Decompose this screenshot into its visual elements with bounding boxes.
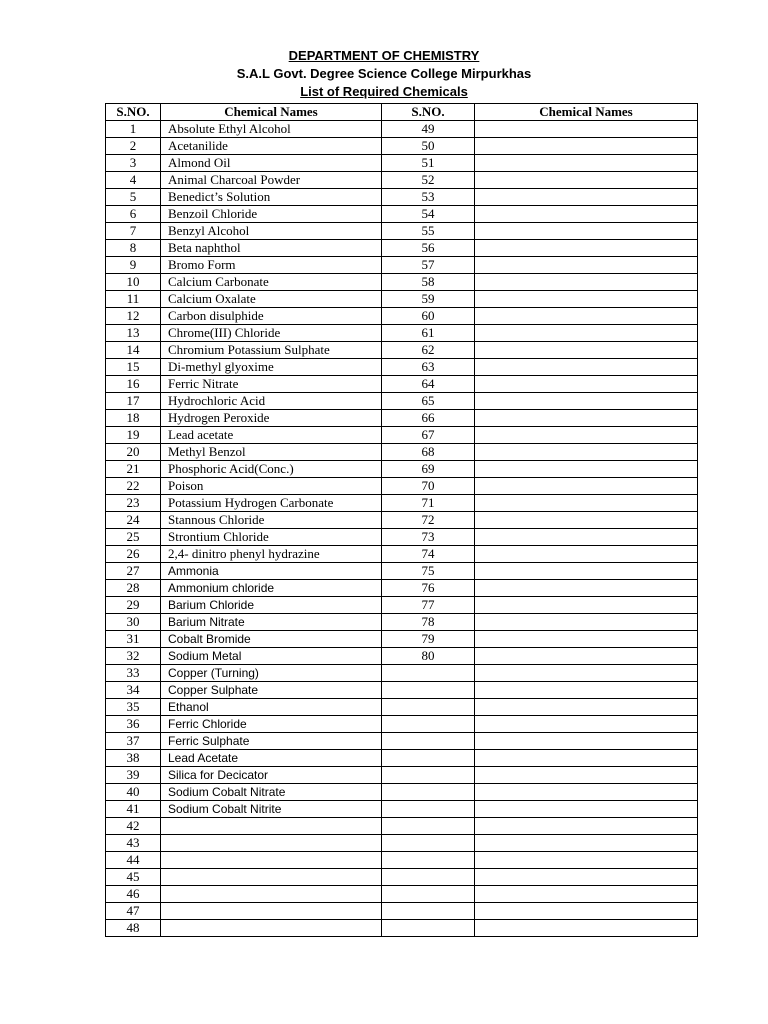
chemical-name-cell [475,886,698,903]
table-row [106,835,698,852]
chemical-name-cell: Calcium Carbonate [161,274,382,291]
table-row [106,648,698,665]
sno-header-right: S.NO. [382,104,475,121]
table-row [106,716,698,733]
chemical-name-cell: Ferric Chloride [161,716,382,733]
sno-cell [382,716,475,733]
table-row [106,155,698,172]
sno-cell: 19 [106,427,161,444]
chemical-names-header-right: Chemical Names [475,104,698,121]
table-row [106,512,698,529]
sno-cell: 60 [382,308,475,325]
sno-cell: 1 [106,121,161,138]
sno-cell: 13 [106,325,161,342]
chemical-name-cell [475,240,698,257]
sno-cell: 20 [106,444,161,461]
sno-cell: 67 [382,427,475,444]
table-row [106,291,698,308]
sno-cell: 61 [382,325,475,342]
sno-cell: 8 [106,240,161,257]
chemical-name-cell [475,478,698,495]
sno-cell: 69 [382,461,475,478]
sno-cell [382,665,475,682]
table-row [106,495,698,512]
chemical-name-cell [475,257,698,274]
chemical-name-cell [475,546,698,563]
chemical-name-cell [475,818,698,835]
table-row [106,631,698,648]
table-row [106,444,698,461]
chemical-name-cell [475,172,698,189]
chemical-name-cell: Strontium Chloride [161,529,382,546]
table-row [106,852,698,869]
chemical-name-cell: Acetanilide [161,138,382,155]
chemical-name-cell [161,835,382,852]
table-row [106,818,698,835]
chemical-name-cell: Animal Charcoal Powder [161,172,382,189]
chemical-name-cell [475,665,698,682]
chemical-name-cell: Potassium Hydrogen Carbonate [161,495,382,512]
chemical-name-cell [161,852,382,869]
sno-cell: 9 [106,257,161,274]
sno-cell: 49 [382,121,475,138]
table-row [106,733,698,750]
chemical-name-cell: Barium Chloride [161,597,382,614]
chemical-name-cell [475,750,698,767]
sno-cell: 28 [106,580,161,597]
table-row [106,801,698,818]
chemical-name-cell: Benzoil Chloride [161,206,382,223]
chemical-name-cell [475,155,698,172]
table-row [106,784,698,801]
sno-cell: 29 [106,597,161,614]
sno-cell: 32 [106,648,161,665]
chemical-name-cell [475,733,698,750]
table-row [106,750,698,767]
sno-cell [382,750,475,767]
table-row [106,546,698,563]
chemical-name-cell [475,631,698,648]
sno-cell: 75 [382,563,475,580]
sno-cell [382,852,475,869]
sno-cell: 65 [382,393,475,410]
chemical-name-cell [475,376,698,393]
sno-cell: 53 [382,189,475,206]
chemical-name-cell [475,206,698,223]
chemical-name-cell: Lead acetate [161,427,382,444]
sno-cell: 17 [106,393,161,410]
sno-cell: 63 [382,359,475,376]
table-row [106,240,698,257]
sno-cell [382,784,475,801]
sno-cell: 80 [382,648,475,665]
sno-cell: 27 [106,563,161,580]
table-row [106,308,698,325]
chemical-name-cell: Cobalt Bromide [161,631,382,648]
sno-cell [382,733,475,750]
sno-cell: 37 [106,733,161,750]
sno-cell: 68 [382,444,475,461]
table-row [106,342,698,359]
chemical-name-cell [475,121,698,138]
chemical-name-cell [475,563,698,580]
table-row [106,274,698,291]
sno-cell: 57 [382,257,475,274]
sno-cell: 3 [106,155,161,172]
document-header [0,47,768,101]
sno-cell: 16 [106,376,161,393]
table-row [106,172,698,189]
chemical-name-cell: Sodium Metal [161,648,382,665]
sno-cell: 38 [106,750,161,767]
chemical-name-cell: Poison [161,478,382,495]
sno-cell: 23 [106,495,161,512]
table-row [106,410,698,427]
table-row [106,886,698,903]
sno-cell [382,682,475,699]
chemical-name-cell [161,886,382,903]
sno-cell: 24 [106,512,161,529]
sno-cell: 36 [106,716,161,733]
table-row [106,206,698,223]
sno-cell: 30 [106,614,161,631]
chemical-name-cell [475,614,698,631]
table-row [106,427,698,444]
chemical-name-cell [161,818,382,835]
sno-cell: 11 [106,291,161,308]
sno-cell: 34 [106,682,161,699]
chemical-name-cell: Stannous Chloride [161,512,382,529]
sno-cell: 46 [106,886,161,903]
sno-cell: 12 [106,308,161,325]
chemical-name-cell [475,461,698,478]
college-name: S.A.L Govt. Degree Science College Mirpurkhas [236,66,532,81]
sno-cell: 21 [106,461,161,478]
sno-cell: 6 [106,206,161,223]
sno-cell [382,767,475,784]
chemical-name-cell: Silica for Decicator [161,767,382,784]
chemical-name-cell: Barium Nitrate [161,614,382,631]
chemical-name-cell [475,325,698,342]
table-row [106,325,698,342]
sno-cell: 78 [382,614,475,631]
sno-cell: 64 [382,376,475,393]
chemical-name-cell [475,444,698,461]
chemical-name-cell [475,512,698,529]
table-row [106,359,698,376]
sno-cell: 35 [106,699,161,716]
chemical-name-cell: Sodium Cobalt Nitrate [161,784,382,801]
chemical-name-cell [475,308,698,325]
sno-cell: 72 [382,512,475,529]
chemical-name-cell [475,359,698,376]
sno-cell: 79 [382,631,475,648]
table-row [106,920,698,937]
chemical-name-cell: Ammonium chloride [161,580,382,597]
chemical-name-cell: Calcium Oxalate [161,291,382,308]
sno-cell: 71 [382,495,475,512]
sno-cell: 70 [382,478,475,495]
sno-cell: 52 [382,172,475,189]
chemical-name-cell [475,920,698,937]
table-row [106,767,698,784]
chemical-name-cell: Almond Oil [161,155,382,172]
chemical-name-cell: Methyl Benzol [161,444,382,461]
table-row [106,529,698,546]
sno-cell: 59 [382,291,475,308]
sno-cell: 77 [382,597,475,614]
sno-cell: 54 [382,206,475,223]
chemical-name-cell: 2,4- dinitro phenyl hydrazine [161,546,382,563]
sno-header-left: S.NO. [106,104,161,121]
chemical-name-cell [475,869,698,886]
sno-cell: 51 [382,155,475,172]
table-row [106,189,698,206]
sno-cell: 40 [106,784,161,801]
chemical-name-cell [161,869,382,886]
sno-cell: 26 [106,546,161,563]
sno-cell [382,920,475,937]
sno-cell: 76 [382,580,475,597]
chemical-name-cell [161,920,382,937]
chemical-name-cell: Hydrochloric Acid [161,393,382,410]
sno-cell [382,869,475,886]
table-row [106,121,698,138]
chemical-name-cell: Ammonia [161,563,382,580]
sno-cell: 39 [106,767,161,784]
sno-cell [382,903,475,920]
table-row [106,665,698,682]
sno-cell: 18 [106,410,161,427]
chemical-name-cell: Ferric Sulphate [161,733,382,750]
table-row [106,699,698,716]
chemical-name-cell [475,580,698,597]
chemical-name-cell [161,903,382,920]
chemical-name-cell [475,903,698,920]
chemical-name-cell: Phosphoric Acid(Conc.) [161,461,382,478]
chemical-name-cell [475,342,698,359]
chemical-name-cell [475,529,698,546]
sno-cell [382,886,475,903]
sno-cell: 43 [106,835,161,852]
chemical-name-cell [475,835,698,852]
list-title: List of Required Chemicals [300,84,468,99]
sno-cell: 74 [382,546,475,563]
chemical-name-cell [475,682,698,699]
chemical-name-cell: Bromo Form [161,257,382,274]
chemical-name-cell [475,274,698,291]
chemical-name-cell [475,597,698,614]
chemical-names-header-left: Chemical Names [161,104,382,121]
chemical-name-cell [475,393,698,410]
table-row [106,580,698,597]
chemical-name-cell [475,410,698,427]
sno-cell: 10 [106,274,161,291]
sno-cell: 33 [106,665,161,682]
table-row [106,869,698,886]
sno-cell: 48 [106,920,161,937]
sno-cell [382,835,475,852]
sno-cell: 56 [382,240,475,257]
table-row [106,597,698,614]
chemical-name-cell: Ethanol [161,699,382,716]
chemical-name-cell: Benzyl Alcohol [161,223,382,240]
sno-cell: 55 [382,223,475,240]
sno-cell [382,801,475,818]
chemicals-table [105,103,698,937]
chemical-name-cell: Di-methyl glyoxime [161,359,382,376]
chemical-name-cell: Benedict’s Solution [161,189,382,206]
table-row [106,393,698,410]
table-row [106,563,698,580]
chemical-name-cell [475,495,698,512]
sno-cell [382,699,475,716]
sno-cell: 2 [106,138,161,155]
sno-cell: 4 [106,172,161,189]
sno-cell: 31 [106,631,161,648]
sno-cell: 5 [106,189,161,206]
chemical-name-cell: Carbon disulphide [161,308,382,325]
table-row [106,223,698,240]
sno-cell: 73 [382,529,475,546]
chemical-name-cell [475,291,698,308]
chemical-name-cell [475,699,698,716]
chemical-name-cell [475,427,698,444]
chemical-name-cell [475,648,698,665]
sno-cell [382,818,475,835]
sno-cell: 7 [106,223,161,240]
table-header-row [106,104,698,121]
chemical-name-cell: Sodium Cobalt Nitrite [161,801,382,818]
chemical-name-cell: Lead Acetate [161,750,382,767]
chemical-name-cell [475,784,698,801]
sno-cell: 44 [106,852,161,869]
sno-cell: 14 [106,342,161,359]
chemical-name-cell [475,223,698,240]
chemical-name-cell [475,716,698,733]
chemical-name-cell [475,801,698,818]
chemical-name-cell: Hydrogen Peroxide [161,410,382,427]
sno-cell: 45 [106,869,161,886]
table-row [106,257,698,274]
chemical-name-cell: Chrome(III) Chloride [161,325,382,342]
table-row [106,461,698,478]
chemical-name-cell: Beta naphthol [161,240,382,257]
table-row [106,614,698,631]
department-title: DEPARTMENT OF CHEMISTRY [288,48,480,63]
table-row [106,478,698,495]
sno-cell: 66 [382,410,475,427]
chemical-name-cell [475,767,698,784]
sno-cell: 15 [106,359,161,376]
table-row [106,682,698,699]
chemical-name-cell: Ferric Nitrate [161,376,382,393]
table-row [106,376,698,393]
sno-cell: 58 [382,274,475,291]
chemical-name-cell: Chromium Potassium Sulphate [161,342,382,359]
sno-cell: 25 [106,529,161,546]
chemical-name-cell [475,852,698,869]
chemical-name-cell: Copper (Turning) [161,665,382,682]
chemical-name-cell [475,189,698,206]
sno-cell: 47 [106,903,161,920]
sno-cell: 22 [106,478,161,495]
sno-cell: 41 [106,801,161,818]
sno-cell: 62 [382,342,475,359]
chemical-name-cell: Absolute Ethyl Alcohol [161,121,382,138]
table-row [106,138,698,155]
chemical-name-cell: Copper Sulphate [161,682,382,699]
table-row [106,903,698,920]
sno-cell: 42 [106,818,161,835]
chemical-name-cell [475,138,698,155]
sno-cell: 50 [382,138,475,155]
